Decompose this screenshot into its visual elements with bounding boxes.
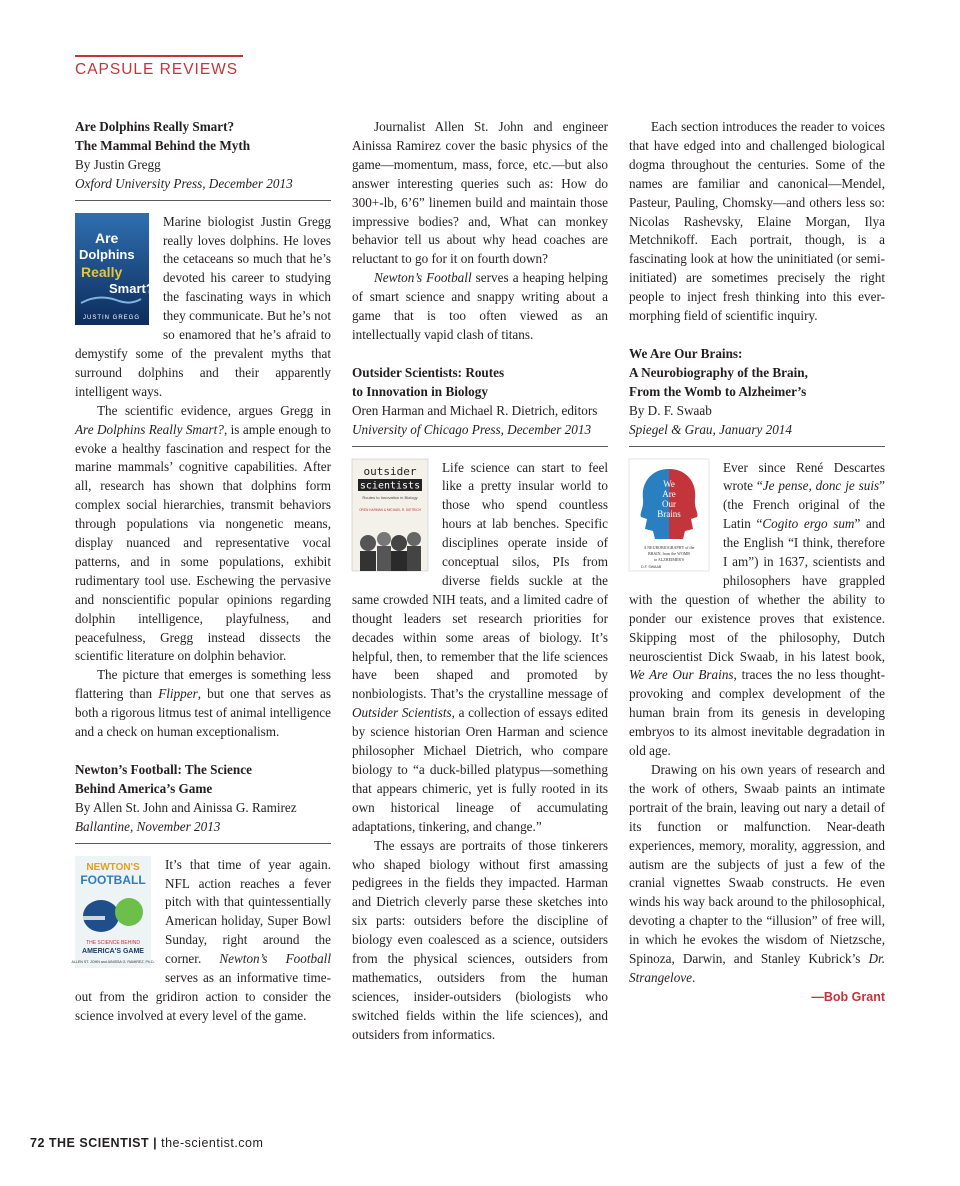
- we-are-our-brains-book-cover: [629, 459, 709, 571]
- page-footer: [30, 1136, 263, 1150]
- cover-word-3: Our: [662, 498, 676, 509]
- cover-word-1: outsider: [363, 464, 417, 478]
- text: The scientific evidence, argues Gregg in: [97, 402, 331, 418]
- book-title-ref: We Are Our Brains: [629, 667, 734, 683]
- review-1-author: By Justin Gregg: [75, 156, 161, 172]
- review-4-title-line2: A Neurobiography of the Brain,: [629, 364, 808, 380]
- text: serves as an informative time-out from the gridiron action to consider the science involved at every level of the game.: [75, 970, 331, 1023]
- review-2-paragraph-3: [352, 269, 608, 345]
- cover-word-2: Dolphins: [79, 246, 135, 262]
- newtons-football-book-cover: [71, 856, 155, 968]
- review-2-paragraph-2: Journalist Allen St. John and engineer Ainissa Ramirez cover the basic physics of the game—momentum, mass, force, etc.—but also answer interesting queries such as: How do 300+-lb, 6’6” linemen build and maintain those impressive bodies? and, What can monkey behavior tell us about why head coaches are reluctant to go for it on fourth down?: [352, 119, 608, 267]
- review-1-paragraph-2: [75, 402, 331, 667]
- cover-sub-3: to ALZHEIMER'S: [654, 556, 684, 562]
- cover-sub-1: THE SCIENCE BEHIND: [86, 939, 140, 946]
- review-3-title-line2: to Innovation in Biology: [352, 383, 488, 399]
- review-4-title-line1: We Are Our Brains:: [629, 345, 743, 361]
- footer-separator: |: [153, 1136, 158, 1150]
- film-title-ref: Dr. Strangelove: [629, 951, 885, 985]
- text: Ever since René Descartes wrote “: [723, 459, 885, 494]
- quote-latin: Cogito ergo sum: [762, 516, 855, 532]
- cover-word-2: scientists: [359, 480, 421, 491]
- text: Life science can start to feel like a pretty insular world to those who spend countless hours at lab benches. Specific disciplines operate inside of conceptual silos, PIs from diverse fields suckle at the same crowded NIH teats, and a limited cadre of thought leaders set research priorities for decades within some areas of biology. It’s helpful, then, to remember that the life sciences have been shaped and promoted by nonbiologists. That’s the crystalline message of: [352, 459, 608, 702]
- text: .: [692, 969, 696, 985]
- text: Drawing on his own years of research and the work of others, Swaab paints an intimate portrait of the brain, leaving out nary a detail of its function or malfunction. Near-death experiences, memory, morality, aggression, and autism are the subjects of just a few of the cranial vignettes Swaab constructs. He even winds his way back around to the philosophical, devoting a chapter to the “illusion” of free will, in which he evokes the wisdom of Nietzsche, Spinoza, Darwin, and Stanley Kubrick’s: [629, 762, 885, 967]
- review-1-title-line1: Are Dolphins Really Smart?: [75, 119, 235, 134]
- outsider-scientists-book-cover: [352, 459, 428, 571]
- review-4-divider: [629, 446, 885, 447]
- review-3-paragraph-3: Each section introduces the reader to voices that have edged into and challenged biological dogma throughout the centuries. Some of the names are familiar and canonical—Mendel, Pasteur, Pauling, Chomsky—and others less so: Nicolas Rashevsky, Elaine Morgan, Ilya Metchnikoff. Each portrait, though, is a fascinating look at how the uninitiated (or semi-initiated) are sometimes precisely the right people to inject fresh thinking into this ever-morphing field of scientific inquiry.: [629, 119, 885, 324]
- section-rule: [75, 55, 243, 57]
- page-number: 72: [30, 1136, 45, 1150]
- cover-word-3: Really: [81, 263, 123, 280]
- review-2-title-line2: Behind America’s Game: [75, 780, 213, 796]
- section-title: CAPSULE REVIEWS: [75, 61, 239, 78]
- review-2-title-line1: Newton’s Football: The Science: [75, 762, 252, 777]
- text: It’s that time of year again. NFL action reaches a fever pitch with that quintessentially American holiday, Super Bowl Sunday, right around the corner.: [165, 856, 331, 967]
- column-3: [629, 118, 885, 1007]
- review-1-publisher: Oxford University Press, December 2013: [75, 175, 293, 191]
- cover-word-2: FOOTBALL: [80, 872, 146, 887]
- review-3-title-line1: Outsider Scientists: Routes: [352, 364, 505, 380]
- cover-sub-2: AMERICA'S GAME: [82, 947, 144, 955]
- website-link[interactable]: the-scientist.com: [161, 1136, 264, 1150]
- review-2-publisher: Ballantine, November 2013: [75, 818, 221, 834]
- text: , but one that serves as both a rigorous litmus test of animal intelligence and a check on human exceptionalism.: [75, 686, 332, 740]
- cover-sub: Routes to Innovation in Biology: [362, 494, 418, 500]
- text: ” (the French original of the Latin “: [723, 478, 885, 532]
- review-3-author: Oren Harman and Michael R. Dietrich, editors: [352, 402, 598, 418]
- review-1: [75, 118, 331, 742]
- text: , is ample enough to evoke a healthy fascination and respect for the marine mammals’ cognitive capabilities. After all, research has shown that dolphins form complex social hierarchies, transmit behaviors through populations via nongenetic means, display nuanced and representative vocal patterns, and in some populations, exhibit rudimentary tool use. Eschewing the pervasive and nonscientific popular opinions regarding dolphin intelligence, playfulness, and peacefulness, Gregg instead dissects the scientific literature on dolphin behavior.: [75, 421, 331, 664]
- quote-french: Je pense, donc je suis: [762, 478, 880, 494]
- review-4: [629, 345, 885, 1007]
- review-3-publisher: University of Chicago Press, December 2013: [352, 421, 592, 437]
- review-3: [352, 364, 608, 1045]
- review-2-author: By Allen St. John and Ainissa G. Ramirez: [75, 799, 297, 815]
- review-1-paragraph-1: Marine biologist Justin Gregg really loves dolphins. He loves the cetaceans so much that he’s devoted his career to studying the fascinating ways in which they communicate. But he’s not so enamored that he’s afraid to demystify some of the prevalent myths that surround dolphins and their apparently intelligent ways.: [75, 213, 331, 399]
- cover-word-1: Are: [95, 229, 119, 246]
- review-2-divider: [75, 843, 331, 844]
- text: , traces the no less thought-provoking and complex development of the human brain from its genesis in developing embryos to its almost inevitable degradation in old age.: [629, 667, 885, 759]
- text: The picture that emerges is something less flattering than: [75, 667, 331, 702]
- cover-sub-1: A NEUROBIOGRAPHY of the: [643, 544, 695, 550]
- cover-word-4: Smart?: [109, 280, 154, 296]
- reviewer-signature: —Bob Grant: [811, 989, 885, 1004]
- column-1: [71, 118, 332, 1026]
- film-title-ref: Flipper: [158, 686, 198, 702]
- text: ” and the English “I think, therefore I am”) in 1637, scientists and philosophers have grappled with the question of whether the ability to ponder our existence proves that existence. Skipping most of the philosophy, Dutch neuroscientist Dick Swaab, in his latest book,: [629, 516, 885, 664]
- review-3-divider: [352, 446, 608, 447]
- book-title-ref: Outsider Scientists: [352, 705, 452, 721]
- cover-word-2: Are: [662, 488, 676, 499]
- text: , a collection of essays edited by science historian Oren Harman and science philosopher Michael Dietrich, who compare biology to “a duck-billed platypus—something that appears chimeric, yet is fully rooted in its own historical lineage of accumulating adaptations, tinkering, and change.”: [352, 705, 608, 834]
- cover-word-1: NEWTON'S: [86, 861, 140, 873]
- book-title-ref: Are Dolphins Really Smart?: [75, 421, 224, 437]
- book-title-ref: Newton’s Football: [219, 951, 332, 967]
- cover-author: JUSTIN GREGG: [83, 314, 141, 321]
- cover-sub-2: BRAIN, from the WOMB: [648, 550, 690, 556]
- magazine-name: THE SCIENTIST: [48, 1136, 150, 1150]
- cover-word-1: We: [663, 478, 675, 489]
- cover-authors: ALLEN ST. JOHN and AINISSA G. RAMIREZ, Ph.D.: [71, 959, 155, 964]
- review-4-title-line3: From the Womb to Alzheimer’s: [629, 383, 807, 399]
- review-1-divider: [75, 200, 331, 201]
- book-title-ref: Newton’s Football: [374, 270, 472, 286]
- cover-author: D.F. SWAAB: [641, 564, 662, 569]
- dolphins-book-cover: [75, 213, 154, 325]
- review-4-publisher: Spiegel & Grau, January 2014: [629, 421, 792, 437]
- review-3-paragraph-2: The essays are portraits of those tinkerers who shaped biology without first amassing pedigrees in the fields they impacted. Harman and Dietrich cleverly parse these sketches into six parts: outsiders before the discipline of biology even coalesced as a science, outsiders from the physical sciences, outsiders from mathematics, outsiders from the human sciences, insider-outsiders (biologists who switched fields within the life sciences), and outsiders from informatics.: [352, 837, 608, 1042]
- review-1-paragraph-3: [75, 666, 331, 742]
- review-2: [71, 761, 332, 1026]
- cover-word-4: Brains: [657, 508, 681, 519]
- review-4-author: By D. F. Swaab: [629, 402, 712, 418]
- column-2: [352, 118, 608, 1045]
- text: serves a heaping helping of smart science and snappy writing about a game that is too often viewed as an intellectually vapid clash of titans.: [352, 270, 608, 342]
- cover-editors: OREN HARMAN & MICHAEL R. DIETRICH: [359, 507, 421, 512]
- review-1-title-line2: The Mammal Behind the Myth: [75, 137, 251, 153]
- review-4-paragraph-2: [629, 761, 885, 988]
